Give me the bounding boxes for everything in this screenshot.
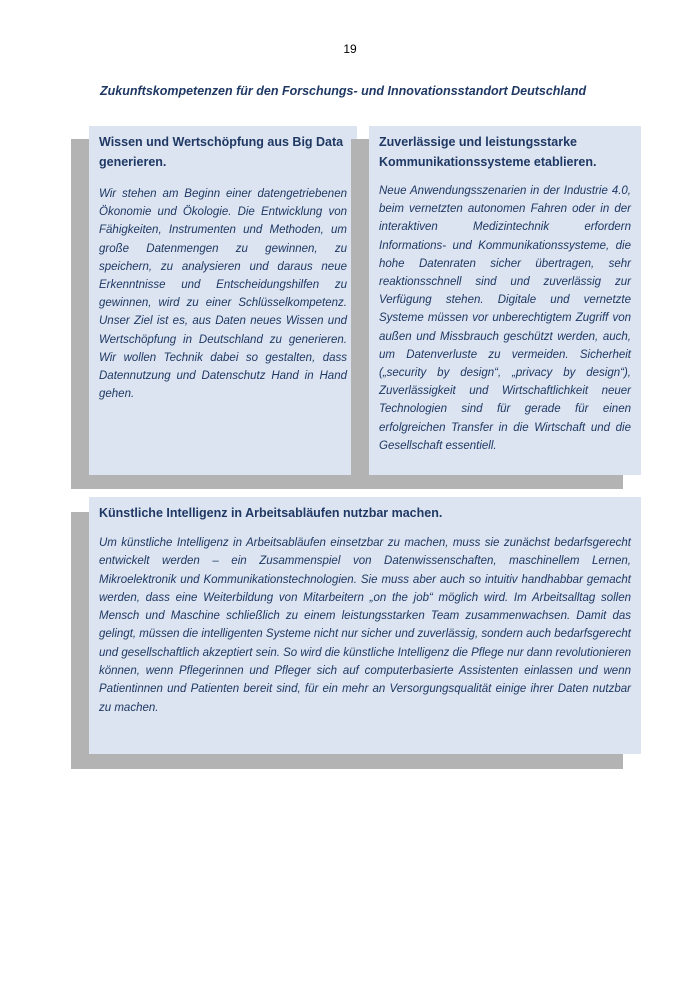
box-body: Neue Anwendungsszenarien in der Industrie 4.0, beim vernetzten autonomen Fahren oder in der interaktiven Medizintechnik erfordern Informations- und Kommunikationssysteme, die hohe Datenraten sicher übertragen, sehr reaktionsschnell sind und zuverlässig zur Verfügung stehen. Digitale und vernetzte Systeme müssen vor unberechtigtem Zugriff von außen und Missbrauch geschützt werden, auch, um Datenverluste zu vermeiden. Sicherheit („security by design“, „privacy by design“), Zuverlässigkeit und Wirtschaftlichkeit neuer Technologien sind für gerade für einen erfolgreichen Transfer in die Wirtschaft und die Gesellschaft essentiell. <box>379 185 631 452</box>
section-title: Zukunftskompetenzen für den Forschungs- und Innovationsstandort Deutschland <box>100 84 587 98</box>
box-heading: Künstliche Intelligenz in Arbeitsabläufen nutzbar machen. <box>99 506 443 520</box>
box-heading: Wissen und Wertschöpfung aus Big Data generieren. <box>99 135 344 169</box>
info-box-communication <box>369 126 641 475</box>
info-box-big-data <box>89 126 357 475</box>
box-body: Wir stehen am Beginn einer datengetriebenen Ökonomie und Ökologie. Die Entwicklung von Fähigkeiten, Instrumenten und Methoden, um große Datenmengen zu gewinnen, zu speichern, zu analysieren und daraus neue Erkenntnisse und Entscheidungshilfen zu gewinnen, wird zu einer Schlüsselkompetenz. Unser Ziel ist es, aus Daten neues Wissen und Wertschöpfung in Deutschland zu generieren. Wir wollen Technik dabei so gestalten, dass Datennutzung und Datenschutz Hand in Hand gehen. <box>99 188 347 401</box>
box-heading: Zuverlässige und leistungsstarke Kommunikationssysteme etablieren. <box>379 135 597 169</box>
box-body: Um künstliche Intelligenz in Arbeitsabläufen einsetzbar zu machen, muss sie zunächst bedarfsgerecht entwickelt werden – ein Zusammenspiel von Datenwissenschaften, maschinellem Lernen, Mikroelektronik und Kommunikationstechnologien. Sie muss aber auch so intuitiv handhabbar gemacht werden, dass eine Weiterbildung von Mitarbeitern „on the job“ möglich wird. Im Arbeitsalltag sollen Mensch und Maschine schließlich zu einem leistungsstarken Team zusammenwachsen. Damit das gelingt, müssen die intelligenten Systeme nicht nur sicher und zuverlässig, sondern auch bedarfsgerecht und gesellschaftlich akzeptiert sein. So wird die künstliche Intelligenz die Pflege nur dann revolutionieren können, wenn Pflegerinnen und Pfleger sich auf computerbasierte Assistenten einlassen und wenn Patientinnen und Patienten bereit sind, für ein mehr an Versorgungsqualität einige ihrer Daten nutzbar zu machen. <box>99 537 631 714</box>
page-number: 19 <box>343 42 357 56</box>
info-box-ai <box>89 497 641 754</box>
